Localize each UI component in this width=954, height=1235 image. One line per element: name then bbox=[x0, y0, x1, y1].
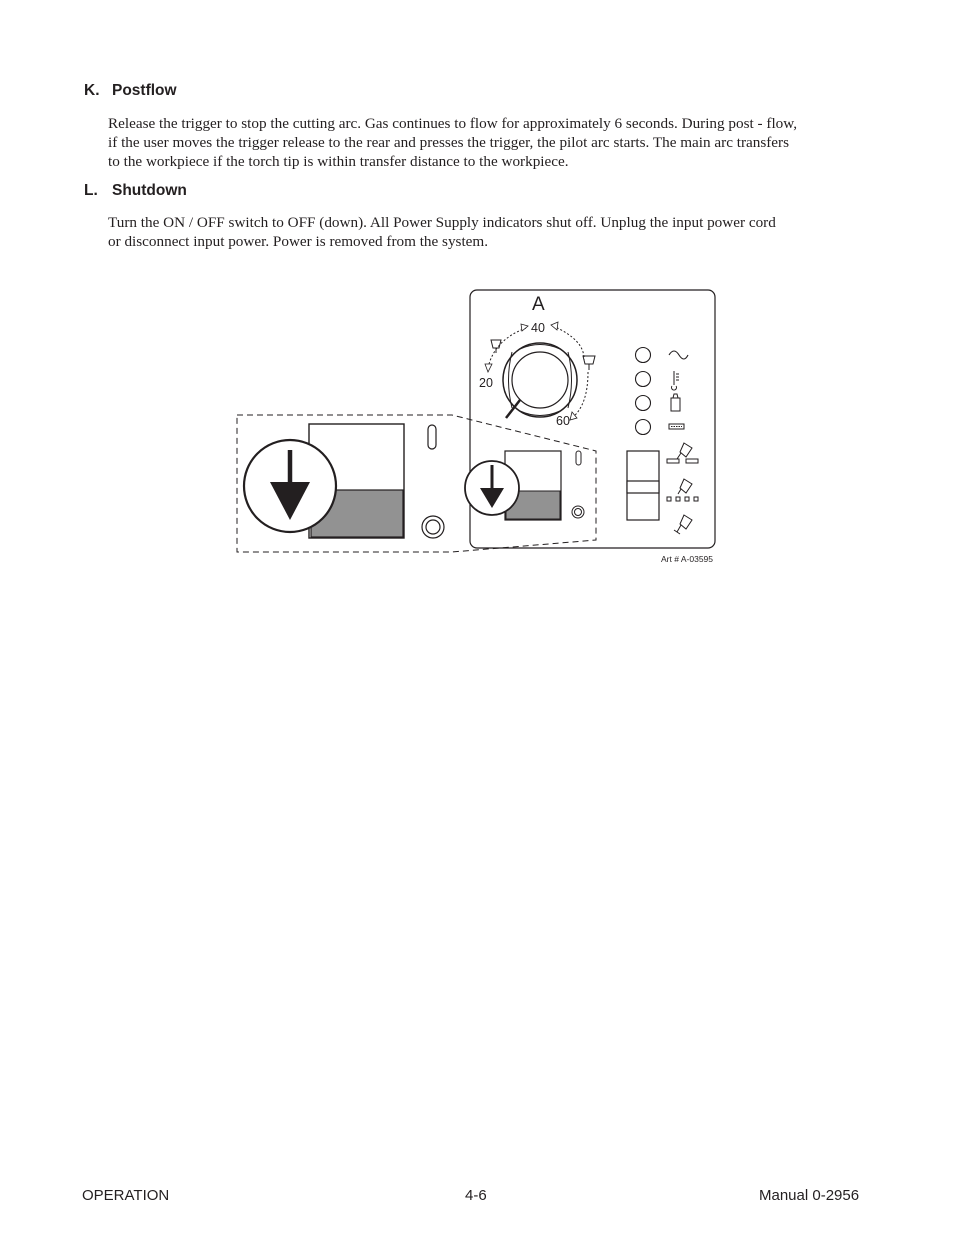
arrow-head bbox=[551, 322, 558, 330]
paragraph-line: to the workpiece if the torch tip is within transfer distance to the workpiece. bbox=[108, 152, 569, 170]
panel-slot bbox=[576, 451, 581, 465]
workpiece-icon bbox=[686, 459, 698, 463]
grid-icon-cell bbox=[676, 497, 680, 501]
arrow-head bbox=[485, 364, 492, 372]
torch-tip-large-icon bbox=[583, 356, 595, 370]
footer-manual-number: Manual 0-2956 bbox=[759, 1187, 860, 1204]
mode-switch-lever bbox=[627, 481, 659, 493]
paragraph-line: or disconnect input power. Power is removed from the system. bbox=[108, 232, 489, 250]
control-panel-figure bbox=[0, 0, 954, 600]
cut-mode-icon bbox=[677, 443, 692, 459]
gas-indicator-light bbox=[636, 396, 651, 411]
grid-icon-cell bbox=[685, 497, 689, 501]
gas-pressure-icon bbox=[671, 394, 680, 411]
panel-screw bbox=[572, 506, 584, 518]
mode-selector bbox=[627, 443, 698, 534]
indicator-lights bbox=[636, 348, 689, 435]
temperature-icon bbox=[672, 371, 680, 390]
footer-section-name: OPERATION bbox=[82, 1187, 170, 1204]
panel-screw-inner bbox=[575, 509, 582, 516]
ac-indicator-light bbox=[636, 348, 651, 363]
torch-tip-small-icon bbox=[491, 340, 501, 353]
fault-indicator-light bbox=[636, 420, 651, 435]
section-number: K. bbox=[84, 82, 100, 99]
dial-label-mid: 40 bbox=[531, 321, 545, 335]
temp-indicator-light bbox=[636, 372, 651, 387]
workpiece-icon bbox=[667, 459, 679, 463]
paragraph-line: Release the trigger to stop the cutting arc. Gas continues to flow for approximately 6 seconds. During post - flow, bbox=[108, 115, 798, 132]
section-title: Shutdown bbox=[112, 182, 187, 199]
gouge-mode-icon bbox=[674, 515, 692, 534]
grid-mode-icon bbox=[678, 479, 692, 494]
grid-icon-cell bbox=[667, 497, 671, 501]
dial-label-high: 60 bbox=[556, 414, 570, 428]
panel-label: A bbox=[532, 294, 545, 315]
dial-label-low: 20 bbox=[479, 376, 493, 390]
arrow-head bbox=[521, 324, 528, 331]
arrow-head bbox=[570, 412, 577, 420]
enlarged-slot bbox=[428, 425, 436, 449]
section-number: L. bbox=[84, 182, 98, 199]
paragraph-line: if the user moves the trigger release to the rear and presses the trigger, the pilot arc starts. The main arc transfers bbox=[108, 133, 790, 151]
paragraph-line: Turn the ON / OFF switch to OFF (down). All Power Supply indicators shut off. Unplug the input power cord bbox=[108, 214, 776, 231]
grid-icon-cell bbox=[694, 497, 698, 501]
art-number: Art # A-03595 bbox=[661, 554, 713, 564]
ac-power-icon bbox=[669, 351, 688, 359]
enlarged-screw bbox=[422, 516, 444, 538]
section-title: Postflow bbox=[112, 82, 177, 99]
enlarged-screw-inner bbox=[426, 520, 440, 534]
enlarged-power-switch bbox=[244, 424, 444, 538]
dial-knob bbox=[512, 352, 568, 408]
current-dial bbox=[479, 321, 595, 428]
panel-power-switch bbox=[465, 451, 584, 520]
footer-page-number: 4-6 bbox=[465, 1187, 487, 1204]
